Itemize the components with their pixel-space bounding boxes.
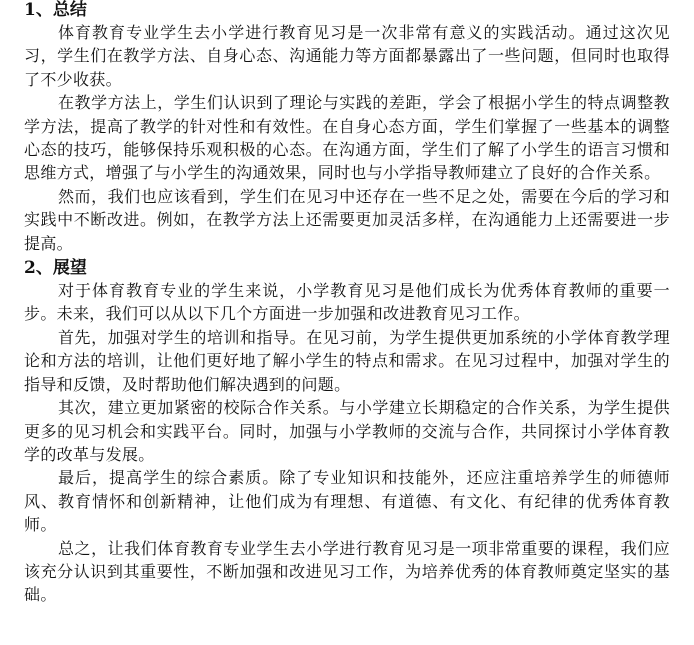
- section-heading-summary: 1、总结: [24, 0, 87, 20]
- paragraph: 然而，我们也应该看到，学生们在见习中还存在一些不足之处，需要在今后的学习和实践中不断改进。例如，在教学方法上还需要更加灵活多样，在沟通能力上还需要进一步提高。: [24, 186, 670, 253]
- section-heading-outlook: 2、展望: [24, 258, 87, 279]
- paragraph: 总之，让我们体育教育专业学生去小学进行教育见习是一项非常重要的课程，我们应该充分认识到其重要性，不断加强和改进见习工作，为培养优秀的体育教师奠定坚实的基础。: [24, 538, 670, 605]
- paragraph: 在教学方法上，学生们认识到了理论与实践的差距，学会了根据小学生的特点调整教学方法，提高了教学的针对性和有效性。在自身心态方面，学生们掌握了一些基本的调整心态的技巧，能够保持乐观积极的心态。在沟通方面，学生们了解了小学生的语言习惯和思维方式，增强了与小学生的沟通效果，同时也与小学指导教师建立了良好的合作关系。: [24, 93, 670, 183]
- section-outlook: [24, 257, 670, 607]
- section-summary: [24, 0, 670, 255]
- paragraph: 首先，加强对学生的培训和指导。在见习前，为学生提供更加系统的小学体育教学理论和方法的培训，让他们更好地了解小学生的特点和需求。在见习过程中，加强对学生的指导和反馈，及时帮助他们解决遇到的问题。: [24, 327, 670, 394]
- paragraph: 其次，建立更加紧密的校际合作关系。与小学建立长期稳定的合作关系，为学生提供更多的见习机会和实践平台。同时，加强与小学教师的交流与合作，共同探讨小学体育教学的改革与发展。: [24, 398, 670, 464]
- paragraph: 对于体育教育专业的学生来说，小学教育见习是他们成长为优秀体育教师的重要一步。未来，我们可以从以下几个方面进一步加强和改进教育见习工作。: [24, 281, 670, 324]
- paragraph: 最后，提高学生的综合素质。除了专业知识和技能外，还应注重培养学生的师德师风、教育情怀和创新精神，让他们成为有理想、有道德、有文化、有纪律的优秀体育教师。: [24, 468, 670, 535]
- paragraph: 体育教育专业学生去小学进行教育见习是一次非常有意义的实践活动。通过这次见习，学生们在教学方法、自身心态、沟通能力等方面都暴露出了一些问题，但同时也取得了不少收获。: [24, 23, 670, 89]
